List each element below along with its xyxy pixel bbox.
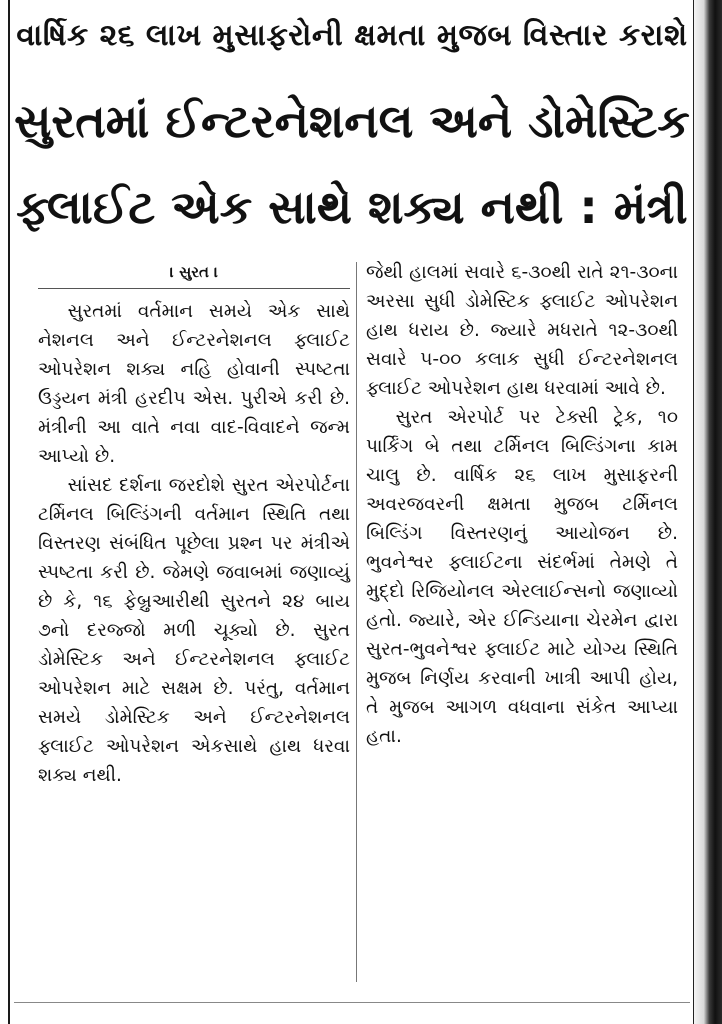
headline-line-2: ફ્લાઈટ એક સાથે શક્ય નથી : મંત્રી [16,180,688,234]
column-divider [356,262,357,982]
dateline-rule [38,288,350,289]
article-column-right [366,258,678,751]
article-kicker: વાર્ષિક ૨૬ લાખ મુસાફરોની ક્ષમતા મુજબ વિસ્તાર કરાશે [16,18,688,53]
paragraph: જેથી હાલમાં સવારે ૬-૩૦થી રાતે ૨૧-૩૦ના અરસા સુધી ડોમેસ્ટિક ફ્લાઈટ ઓપરેશન હાથ ધરાય છે. જ્યારે મધરાતે ૧૨-૩૦થી સવારે ૫-૦૦ કલાક સુધી ઈન્ટરનેશનલ ફ્લાઈટ ઓપરેશન હાથ ધરવામાં આવે છે. [366,262,678,399]
adjacent-photo-strip [694,0,722,1024]
paragraph: સુરત એરપોર્ટ પર ટેક્સી ટ્રેક, ૧૦ પાર્કિંગ બે તથા ટર્મિનલ બિલ્ડિંગના કામ ચાલુ છે. વાર્ષિક ૨૬ લાખ મુસાફરની અવરજવરની ક્ષમતા મુજબ ટર્મિનલ બિલ્ડિંગ વિસ્તરણનું આયોજન છે. ભુવનેશ્વર ફ્લાઈટના સંદર્ભમાં તેમણે તે મુદ્દો રિજિયોનલ એરલાઈન્સનો જણાવ્યો હતો. જ્યારે, એર ઈન્ડિયાના ચેરમેન દ્વારા સુરત-ભુવનેશ્વર ફ્લાઈટ માટે યોગ્ય સ્થિતિ મુજબ નિર્ણય કરવાની ખાત્રી આપી હોય, તે મુજબ આગળ વધવાના સંકેત આપ્યા હતા. [366,407,678,747]
page-left-border [8,0,10,1024]
paragraph: સાંસદ દર્શના જરદોશે સુરત એરપોર્ટના ટર્મિનલ બિલ્ડિંગની વર્તમાન સ્થિતિ તથા વિસ્તરણ સંબંધિત પૂછેલા પ્રશ્ન પર મંત્રીએ સ્પષ્ટતા કરી છે. જેમણે જવાબમાં જણાવ્યું છે કે, ૧૬ ફેબ્રુઆરીથી સુરતને ૨૪ બાય ૭નો દરજ્જો મળી ચૂક્યો છે. સુરત ડોમેસ્ટિક અને ઈન્ટરનેશનલ ફ્લાઈટ ઓપરેશન માટે સક્ષમ છે. પરંતુ, વર્તમાન સમયે ડોમેસ્ટિક અને ઈન્ટરનેશનલ ફ્લાઈટ ઓપરેશન એકસાથે હાથ ધરવા શક્ય નથી. [38,475,350,786]
article-column-left [38,258,350,790]
dateline: । સુરત । [169,263,219,281]
bottom-rule [14,1002,690,1003]
headline-line-1: સુરતમાં ઈન્ટરનેશનલ અને ડોમેસ્ટિક [14,94,690,148]
news-article [14,0,690,1024]
paragraph: સુરતમાં વર્તમાન સમયે એક સાથે નેશનલ અને ઈન્ટરનેશનલ ફ્લાઈટ ઓપરેશન શક્ય નહિ હોવાની સ્પષ્ટતા ઉડ્ડયન મંત્રી હરદીપ એસ. પુરીએ કરી છે. મંત્રીની આ વાતે નવા વાદ-વિવાદને જન્મ આપ્યો છે. [38,301,350,467]
